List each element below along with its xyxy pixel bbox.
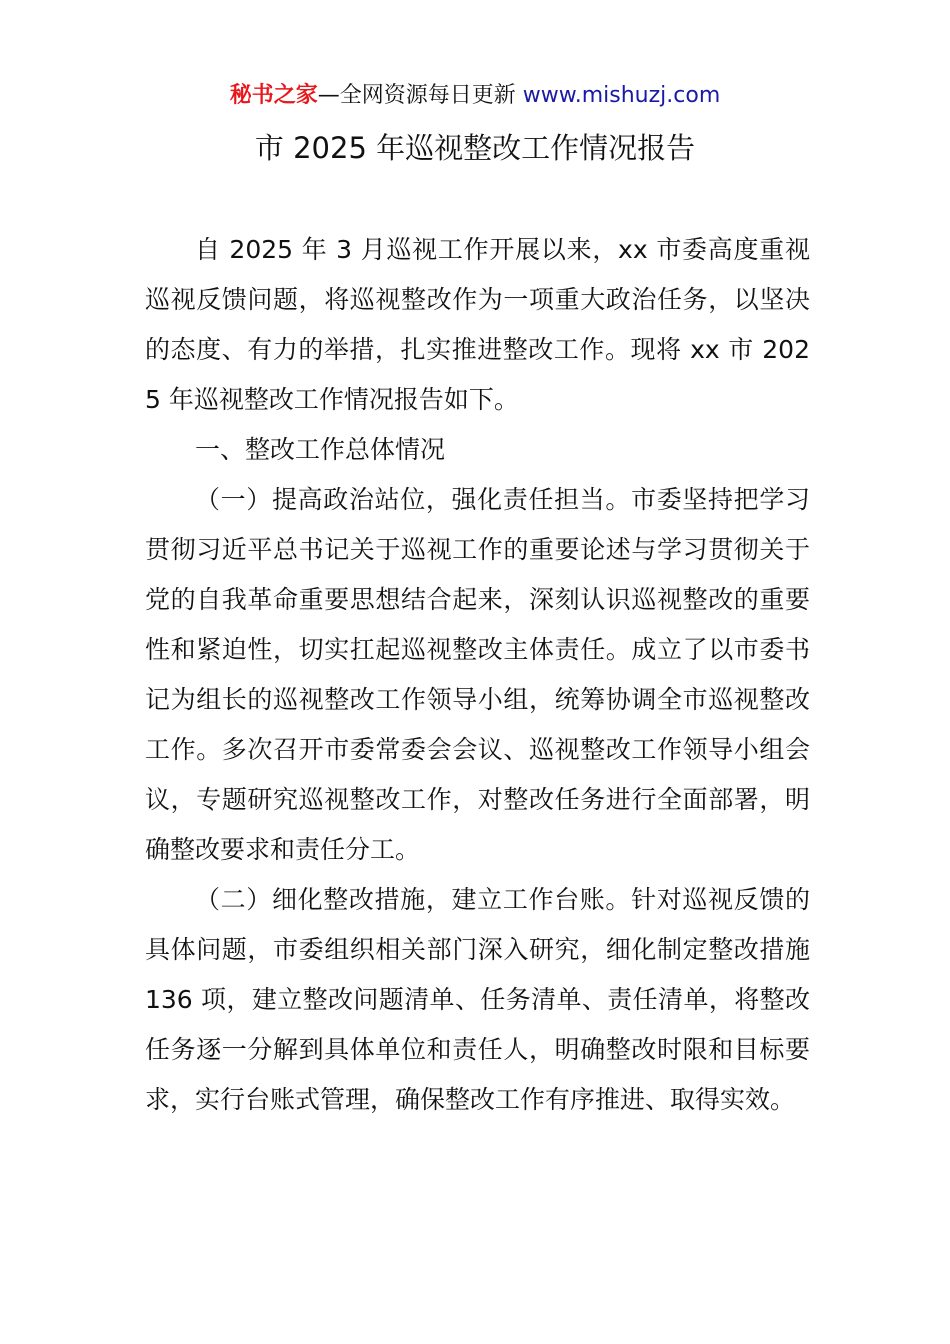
paragraph-subsection-1: （一）提高政治站位，强化责任担当。市委坚持把学习贯彻习近平总书记关于巡视工作的重要论述与学习贯彻关于党的自我革命重要思想结合起来，深刻认识巡视整改的重要性和紧迫性，切实扛起巡视整改主体责任。成立了以市委书记为组长的巡视整改工作领导小组，统筹协调全市巡视整改工作。多次召开市委常委会会议、巡视整改工作领导小组会议，专题研究巡视整改工作，对整改任务进行全面部署，明确整改要求和责任分工。 xyxy=(145,485,810,864)
document-body xyxy=(145,225,810,1125)
site-header xyxy=(0,80,950,112)
document-title: 市 2025 年巡视整改工作情况报告 xyxy=(254,131,696,165)
section-heading: 一、整改工作总体情况 xyxy=(195,435,446,464)
site-url-link[interactable]: www.mishuzj.com xyxy=(522,83,721,108)
brand-name: 秘书之家 xyxy=(229,83,318,108)
paragraph-intro: 自 2025 年 3 月巡视工作开展以来，xx 市委高度重视巡视反馈问题，将巡视整改作为一项重大政治任务，以坚决的态度、有力的举措，扎实推进整改工作。现将 xx 市 2025 年巡视整改工作情况报告如下。 xyxy=(145,235,810,414)
header-tagline: —全网资源每日更新 xyxy=(317,83,516,108)
paragraph-subsection-2: （二）细化整改措施，建立工作台账。针对巡视反馈的具体问题，市委组织相关部门深入研究，细化制定整改措施 136 项，建立整改问题清单、任务清单、责任清单，将整改任务逐一分解到具体单位和责任人，明确整改时限和目标要求，实行台账式管理，确保整改工作有序推进、取得实效。 xyxy=(145,885,810,1114)
